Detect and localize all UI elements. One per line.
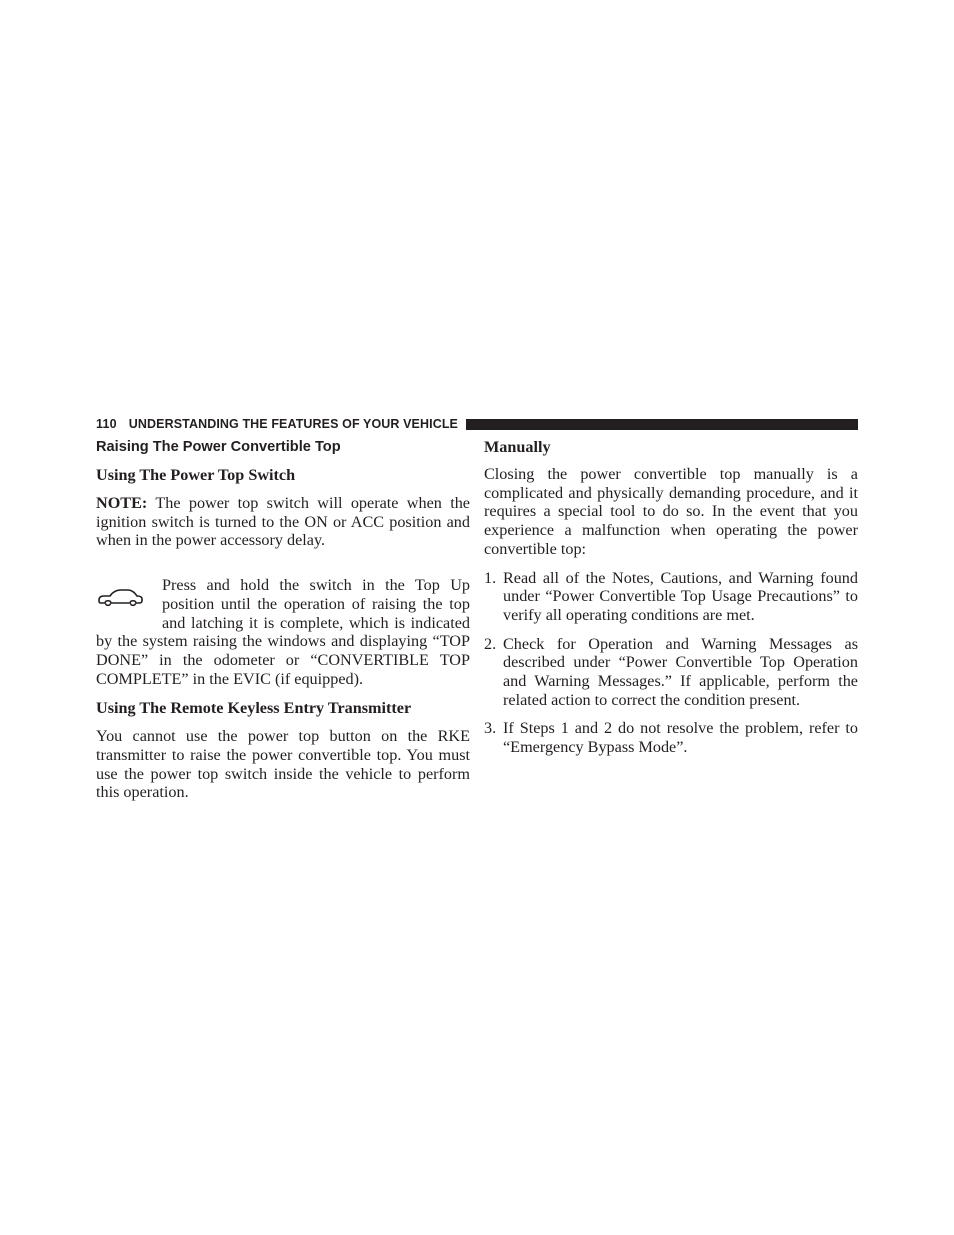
section-title: UNDERSTANDING THE FEATURES OF YOUR VEHICLE: [128, 417, 458, 431]
header-rule: [466, 419, 858, 430]
icon-paragraph: [96, 576, 470, 688]
subheading-rke: Using The Remote Keyless Entry Transmitter: [96, 699, 412, 718]
note-text: The power top switch will operate when the ignition switch is turned to the ON or ACC position and when in the power accessory delay.: [96, 494, 470, 550]
list-item: [484, 635, 858, 710]
step-text: If Steps 1 and 2 do not resolve the problem, refer to “Emergency Bypass Mode”.: [503, 719, 858, 757]
note-paragraph: [96, 494, 470, 550]
step-text: Check for Operation and Warning Messages as described under “Power Convertible Top Operation and Warning Messages.” If applicable, perform the related action to correct the condition present.: [503, 634, 858, 709]
note-label: NOTE:: [96, 494, 148, 512]
steps-list: [484, 569, 858, 757]
step-number: 2.: [484, 634, 497, 653]
icon-paragraph-text: Press and hold the switch in the Top Up position until the operation of raising the top and latching it is complete, which is indicated by the system raising the windows and displaying “TOP DONE” in the odometer or “CONVERTIBLE TOP COMPLETE” in the EVIC (if equipped).: [96, 576, 470, 688]
list-item: [484, 719, 858, 756]
rke-paragraph: You cannot use the power top button on the RKE transmitter to raise the power convertible top. You must use the power top switch inside the vehicle to perform this operation.: [96, 727, 470, 802]
step-text: Read all of the Notes, Cautions, and Warning found under “Power Convertible Top Usage Precautions” to verify all operating conditions are met.: [503, 568, 858, 624]
right-column: [484, 437, 858, 767]
left-column: [96, 437, 470, 812]
step-number: 3.: [484, 719, 497, 738]
page-number: 110: [96, 417, 117, 431]
step-number: 1.: [484, 568, 497, 587]
subheading-power-top-switch: Using The Power Top Switch: [96, 466, 296, 484]
subheading-manually: Manually: [484, 438, 551, 456]
page-header: [96, 416, 858, 432]
section-heading: Raising The Power Convertible Top: [96, 439, 341, 455]
manually-intro: Closing the power convertible top manually is a complicated and physically demanding procedure, and it requires a special tool to do so. In the event that you experience a malfunction when operating the power convertible top:: [484, 465, 858, 558]
list-item: [484, 569, 858, 625]
convertible-top-up-icon: [96, 580, 148, 620]
